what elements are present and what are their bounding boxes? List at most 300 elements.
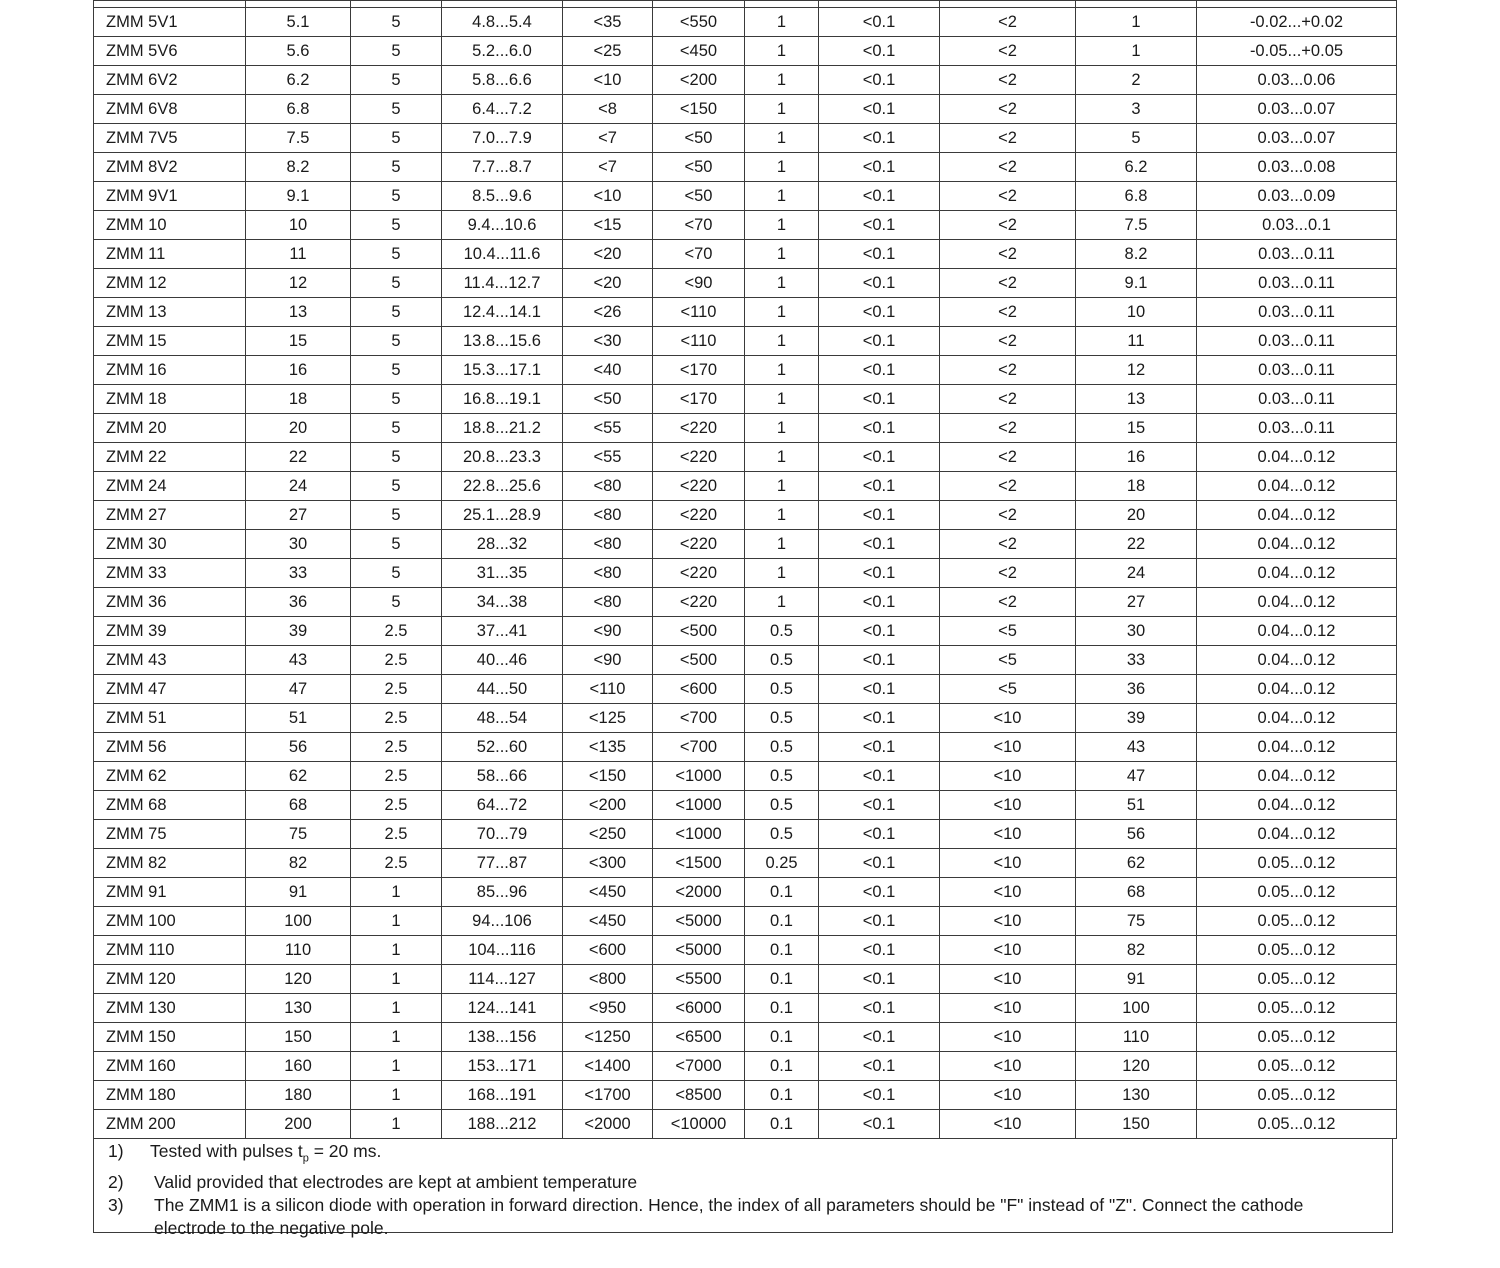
value-cell: <8 [563, 95, 653, 124]
value-cell: 138...156 [442, 1023, 563, 1052]
value-cell: 24 [246, 472, 351, 501]
value-cell: 91 [1076, 965, 1197, 994]
zener-diode-table [93, 0, 1397, 1139]
value-cell: <2 [940, 211, 1076, 240]
type-cell: ZMM 27 [94, 501, 246, 530]
value-cell: 43 [246, 646, 351, 675]
value-cell: 7.5 [246, 124, 351, 153]
value-cell: 94...106 [442, 907, 563, 936]
value-cell: 22.8...25.6 [442, 472, 563, 501]
value-cell: 0.1 [745, 1110, 819, 1139]
value-cell: 8.2 [246, 153, 351, 182]
value-cell: 1 [745, 182, 819, 211]
value-cell: 1 [351, 994, 442, 1023]
value-cell: <0.1 [819, 95, 940, 124]
value-cell: <10 [563, 182, 653, 211]
value-cell: <0.1 [819, 820, 940, 849]
value-cell: <1000 [653, 820, 745, 849]
table-row [94, 298, 1397, 327]
value-cell: <450 [563, 878, 653, 907]
value-cell: 20 [1076, 501, 1197, 530]
value-cell: <10 [940, 965, 1076, 994]
value-cell: <7 [563, 153, 653, 182]
value-cell: <220 [653, 443, 745, 472]
value-cell: <10 [940, 907, 1076, 936]
value-cell: 43 [1076, 733, 1197, 762]
value-cell: 1 [745, 95, 819, 124]
value-cell: <200 [563, 791, 653, 820]
value-cell: <800 [563, 965, 653, 994]
value-cell: <110 [563, 675, 653, 704]
value-cell: 2.5 [351, 791, 442, 820]
value-cell: 5.1 [246, 8, 351, 37]
value-cell: 70...79 [442, 820, 563, 849]
value-cell: 27 [246, 501, 351, 530]
type-cell: ZMM 68 [94, 791, 246, 820]
table-body [94, 1, 1397, 1139]
value-cell: <50 [563, 385, 653, 414]
value-cell: 10 [246, 211, 351, 240]
value-cell: 62 [1076, 849, 1197, 878]
value-cell: <0.1 [819, 675, 940, 704]
value-cell: 0.04...0.12 [1197, 617, 1397, 646]
value-cell: 0.04...0.12 [1197, 791, 1397, 820]
value-cell: 75 [246, 820, 351, 849]
value-cell: <600 [563, 936, 653, 965]
value-cell: <5 [940, 617, 1076, 646]
value-cell: 1 [745, 211, 819, 240]
table-row [94, 907, 1397, 936]
value-cell: <1000 [653, 762, 745, 791]
value-cell: 1 [351, 965, 442, 994]
value-cell: <2 [940, 240, 1076, 269]
value-cell: 0.03...0.11 [1197, 356, 1397, 385]
value-cell: 52...60 [442, 733, 563, 762]
type-cell: ZMM 82 [94, 849, 246, 878]
value-cell: 0.03...0.11 [1197, 240, 1397, 269]
value-cell: <220 [653, 588, 745, 617]
value-cell: <15 [563, 211, 653, 240]
value-cell: 1 [351, 878, 442, 907]
type-cell: ZMM 47 [94, 675, 246, 704]
type-cell: ZMM 22 [94, 443, 246, 472]
value-cell: 0.03...0.11 [1197, 269, 1397, 298]
value-cell: 0.5 [745, 646, 819, 675]
value-cell: <0.1 [819, 733, 940, 762]
value-cell: 104...116 [442, 936, 563, 965]
value-cell: <0.1 [819, 588, 940, 617]
value-cell: <2 [940, 414, 1076, 443]
table-row [94, 588, 1397, 617]
value-cell: 0.1 [745, 965, 819, 994]
value-cell: <125 [563, 704, 653, 733]
table-row [94, 37, 1397, 66]
value-cell: 2 [1076, 66, 1197, 95]
value-cell: <50 [653, 124, 745, 153]
table-row-partial [94, 1, 1397, 8]
value-cell: 5 [351, 588, 442, 617]
value-cell: 18.8...21.2 [442, 414, 563, 443]
value-cell: 153...171 [442, 1052, 563, 1081]
value-cell: 1 [745, 414, 819, 443]
value-cell: 5 [1076, 124, 1197, 153]
value-cell: 56 [1076, 820, 1197, 849]
type-cell: ZMM 150 [94, 1023, 246, 1052]
value-cell: 5 [351, 327, 442, 356]
value-cell: <10 [940, 1023, 1076, 1052]
value-cell: <50 [653, 182, 745, 211]
value-cell: 0.04...0.12 [1197, 443, 1397, 472]
value-cell: <10 [940, 820, 1076, 849]
value-cell: 0.04...0.12 [1197, 646, 1397, 675]
type-cell: ZMM 15 [94, 327, 246, 356]
value-cell: 12.4...14.1 [442, 298, 563, 327]
value-cell: <1700 [563, 1081, 653, 1110]
type-cell: ZMM 7V5 [94, 124, 246, 153]
value-cell: 124...141 [442, 994, 563, 1023]
value-cell: 18 [1076, 472, 1197, 501]
value-cell: 7.7...8.7 [442, 153, 563, 182]
value-cell: <170 [653, 356, 745, 385]
value-cell: 0.1 [745, 1052, 819, 1081]
value-cell: <2 [940, 66, 1076, 95]
value-cell: 150 [1076, 1110, 1197, 1139]
value-cell: 51 [1076, 791, 1197, 820]
value-cell: 5 [351, 414, 442, 443]
value-cell: 62 [246, 762, 351, 791]
value-cell: <10 [940, 936, 1076, 965]
value-cell: 0.03...0.11 [1197, 385, 1397, 414]
value-cell: <170 [653, 385, 745, 414]
value-cell: 2.5 [351, 617, 442, 646]
value-cell: 5 [351, 298, 442, 327]
footnote-text: Valid provided that electrodes are kept at ambient temperature [154, 1171, 638, 1192]
value-cell: 5 [351, 501, 442, 530]
value-cell: 13 [246, 298, 351, 327]
value-cell: <450 [653, 37, 745, 66]
value-cell: <0.1 [819, 617, 940, 646]
value-cell: 33 [1076, 646, 1197, 675]
value-cell: 180 [246, 1081, 351, 1110]
type-cell: ZMM 5V6 [94, 37, 246, 66]
value-cell: 0.05...0.12 [1197, 1110, 1397, 1139]
value-cell: 5 [351, 124, 442, 153]
type-cell: ZMM 200 [94, 1110, 246, 1139]
value-cell: 0.5 [745, 820, 819, 849]
table-row [94, 356, 1397, 385]
value-cell: 77...87 [442, 849, 563, 878]
value-cell: 36 [1076, 675, 1197, 704]
value-cell: 0.5 [745, 762, 819, 791]
value-cell: <0.1 [819, 878, 940, 907]
value-cell: 51 [246, 704, 351, 733]
value-cell: 6.8 [246, 95, 351, 124]
value-cell: <7000 [653, 1052, 745, 1081]
value-cell: 91 [246, 878, 351, 907]
value-cell: 1 [745, 501, 819, 530]
value-cell: <80 [563, 588, 653, 617]
value-cell: <1000 [653, 791, 745, 820]
value-cell: 56 [246, 733, 351, 762]
value-cell: <0.1 [819, 356, 940, 385]
value-cell: <20 [563, 269, 653, 298]
value-cell: 2.5 [351, 849, 442, 878]
value-cell: 188...212 [442, 1110, 563, 1139]
value-cell: 1 [745, 66, 819, 95]
value-cell: 58...66 [442, 762, 563, 791]
value-cell: <0.1 [819, 965, 940, 994]
value-cell: <0.1 [819, 37, 940, 66]
table-row [94, 704, 1397, 733]
value-cell: <2 [940, 501, 1076, 530]
value-cell: <0.1 [819, 791, 940, 820]
type-cell: ZMM 18 [94, 385, 246, 414]
value-cell: 1 [351, 1110, 442, 1139]
type-cell: ZMM 30 [94, 530, 246, 559]
value-cell: 1 [351, 907, 442, 936]
value-cell: 34...38 [442, 588, 563, 617]
value-cell: 1 [745, 559, 819, 588]
value-cell: 0.05...0.12 [1197, 849, 1397, 878]
value-cell: 5 [351, 472, 442, 501]
value-cell: 1 [1076, 8, 1197, 37]
value-cell: 1 [351, 1023, 442, 1052]
value-cell: <10 [940, 994, 1076, 1023]
type-cell: ZMM 16 [94, 356, 246, 385]
value-cell: 1 [745, 327, 819, 356]
table-row [94, 646, 1397, 675]
value-cell: 0.5 [745, 733, 819, 762]
value-cell: <1400 [563, 1052, 653, 1081]
value-cell: <80 [563, 472, 653, 501]
value-cell: 1 [745, 356, 819, 385]
value-cell: 0.1 [745, 907, 819, 936]
value-cell: <2 [940, 588, 1076, 617]
value-cell: 37...41 [442, 617, 563, 646]
value-cell: 5 [351, 559, 442, 588]
type-cell: ZMM 13 [94, 298, 246, 327]
value-cell: 47 [1076, 762, 1197, 791]
value-cell: <0.1 [819, 907, 940, 936]
value-cell: <0.1 [819, 1110, 940, 1139]
value-cell: <1250 [563, 1023, 653, 1052]
table-row [94, 849, 1397, 878]
value-cell: 0.1 [745, 1023, 819, 1052]
value-cell: <6000 [653, 994, 745, 1023]
value-cell: <0.1 [819, 66, 940, 95]
table-row [94, 211, 1397, 240]
value-cell: <0.1 [819, 849, 940, 878]
value-cell: 22 [246, 443, 351, 472]
table-row [94, 559, 1397, 588]
value-cell: 110 [1076, 1023, 1197, 1052]
type-cell: ZMM 33 [94, 559, 246, 588]
value-cell: 10 [1076, 298, 1197, 327]
type-cell: ZMM 120 [94, 965, 246, 994]
value-cell: 6.8 [1076, 182, 1197, 211]
table-row [94, 472, 1397, 501]
value-cell: 15 [246, 327, 351, 356]
value-cell: <450 [563, 907, 653, 936]
type-cell: ZMM 10 [94, 211, 246, 240]
value-cell: <135 [563, 733, 653, 762]
value-cell: <300 [563, 849, 653, 878]
value-cell: <30 [563, 327, 653, 356]
value-cell: <2 [940, 559, 1076, 588]
value-cell: <7 [563, 124, 653, 153]
value-cell: 24 [1076, 559, 1197, 588]
value-cell: <0.1 [819, 182, 940, 211]
value-cell: <0.1 [819, 704, 940, 733]
type-cell: ZMM 110 [94, 936, 246, 965]
value-cell: <110 [653, 327, 745, 356]
value-cell: <220 [653, 472, 745, 501]
value-cell: <0.1 [819, 385, 940, 414]
value-cell: <0.1 [819, 211, 940, 240]
type-cell: ZMM 160 [94, 1052, 246, 1081]
value-cell: <550 [653, 8, 745, 37]
value-cell: 16 [1076, 443, 1197, 472]
value-cell: <90 [563, 617, 653, 646]
footnote-1 [108, 1140, 1378, 1171]
value-cell: -0.02...+0.02 [1197, 8, 1397, 37]
value-cell: 0.04...0.12 [1197, 588, 1397, 617]
value-cell: 64...72 [442, 791, 563, 820]
table-row [94, 1081, 1397, 1110]
value-cell: <2 [940, 472, 1076, 501]
type-cell: ZMM 91 [94, 878, 246, 907]
value-cell: 6.4...7.2 [442, 95, 563, 124]
table-row [94, 791, 1397, 820]
value-cell: 0.05...0.12 [1197, 1023, 1397, 1052]
table-row [94, 878, 1397, 907]
type-cell: ZMM 9V1 [94, 182, 246, 211]
value-cell: 10.4...11.6 [442, 240, 563, 269]
type-cell: ZMM 100 [94, 907, 246, 936]
value-cell: 0.04...0.12 [1197, 501, 1397, 530]
value-cell: 0.04...0.12 [1197, 530, 1397, 559]
value-cell: 30 [1076, 617, 1197, 646]
value-cell: 1 [745, 124, 819, 153]
type-cell: ZMM 130 [94, 994, 246, 1023]
value-cell: 2.5 [351, 646, 442, 675]
value-cell: 40...46 [442, 646, 563, 675]
table-row [94, 820, 1397, 849]
value-cell: 0.03...0.07 [1197, 95, 1397, 124]
value-cell: <0.1 [819, 240, 940, 269]
value-cell: <90 [653, 269, 745, 298]
value-cell: 5.2...6.0 [442, 37, 563, 66]
table-row [94, 1023, 1397, 1052]
value-cell: 1 [745, 298, 819, 327]
value-cell: <2 [940, 356, 1076, 385]
value-cell: <26 [563, 298, 653, 327]
value-cell: 130 [246, 994, 351, 1023]
value-cell: <150 [563, 762, 653, 791]
type-cell: ZMM 51 [94, 704, 246, 733]
value-cell: 82 [1076, 936, 1197, 965]
value-cell: <5500 [653, 965, 745, 994]
value-cell: 7.5 [1076, 211, 1197, 240]
value-cell: <220 [653, 559, 745, 588]
table-row [94, 530, 1397, 559]
value-cell: <5000 [653, 907, 745, 936]
value-cell: <10 [940, 733, 1076, 762]
value-cell: 0.25 [745, 849, 819, 878]
table-row [94, 675, 1397, 704]
value-cell: 0.04...0.12 [1197, 704, 1397, 733]
value-cell: <6500 [653, 1023, 745, 1052]
value-cell: 114...127 [442, 965, 563, 994]
table-row [94, 153, 1397, 182]
value-cell: 5 [351, 66, 442, 95]
value-cell: <0.1 [819, 443, 940, 472]
table-row [94, 1110, 1397, 1139]
table-row [94, 182, 1397, 211]
value-cell: <25 [563, 37, 653, 66]
table-row [94, 240, 1397, 269]
value-cell: <110 [653, 298, 745, 327]
value-cell: <0.1 [819, 298, 940, 327]
value-cell: 5 [351, 153, 442, 182]
value-cell: 2.5 [351, 733, 442, 762]
value-cell: <700 [653, 733, 745, 762]
value-cell: 0.03...0.08 [1197, 153, 1397, 182]
value-cell: <35 [563, 8, 653, 37]
value-cell: 12 [246, 269, 351, 298]
value-cell: 11.4...12.7 [442, 269, 563, 298]
value-cell: <10 [940, 878, 1076, 907]
value-cell: <2 [940, 327, 1076, 356]
value-cell: 9.1 [1076, 269, 1197, 298]
value-cell: 100 [1076, 994, 1197, 1023]
value-cell: 8.2 [1076, 240, 1197, 269]
value-cell: 33 [246, 559, 351, 588]
value-cell: 1 [745, 472, 819, 501]
value-cell: 31...35 [442, 559, 563, 588]
value-cell: 150 [246, 1023, 351, 1052]
value-cell: 0.05...0.12 [1197, 907, 1397, 936]
type-cell: ZMM 36 [94, 588, 246, 617]
value-cell: 12 [1076, 356, 1197, 385]
value-cell: <700 [653, 704, 745, 733]
value-cell: 0.05...0.12 [1197, 936, 1397, 965]
datasheet-page [93, 0, 1396, 1238]
footnote-2 [108, 1171, 1378, 1194]
value-cell: 0.04...0.12 [1197, 675, 1397, 704]
value-cell: 8.5...9.6 [442, 182, 563, 211]
value-cell: <220 [653, 414, 745, 443]
footnote-text: The ZMM1 is a silicon diode with operation in forward direction. Hence, the index of all parameters should be "F" instead of "Z". Connect the cathode electrode to the negative pole. [154, 1194, 1304, 1238]
value-cell: 7.0...7.9 [442, 124, 563, 153]
value-cell: 0.03...0.11 [1197, 298, 1397, 327]
value-cell: 0.03...0.11 [1197, 327, 1397, 356]
type-cell: ZMM 20 [94, 414, 246, 443]
value-cell: 13.8...15.6 [442, 327, 563, 356]
type-cell: ZMM 56 [94, 733, 246, 762]
value-cell: <70 [653, 211, 745, 240]
value-cell: <5 [940, 675, 1076, 704]
value-cell: <2 [940, 37, 1076, 66]
value-cell: 5 [351, 530, 442, 559]
value-cell: 16 [246, 356, 351, 385]
value-cell: 1 [351, 936, 442, 965]
value-cell: 5 [351, 182, 442, 211]
value-cell: 0.04...0.12 [1197, 472, 1397, 501]
value-cell: <250 [563, 820, 653, 849]
type-cell: ZMM 24 [94, 472, 246, 501]
value-cell: <10 [940, 791, 1076, 820]
